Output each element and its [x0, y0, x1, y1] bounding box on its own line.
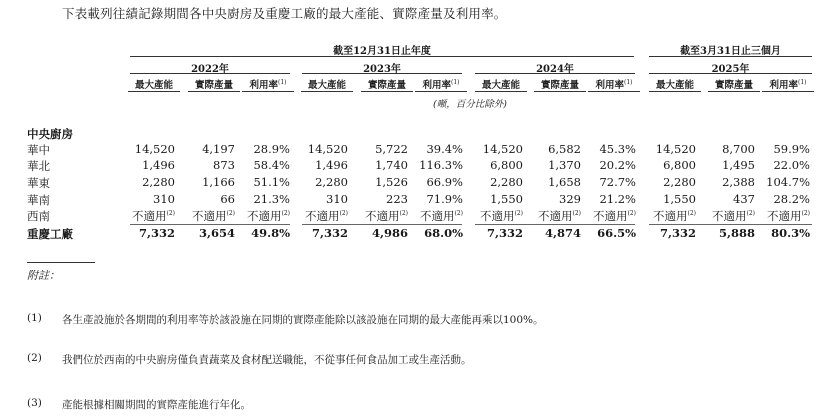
- col-header-actual-output: 實際產量: [714, 80, 753, 91]
- year-header: 2024年: [536, 64, 574, 75]
- table-cell: 72.7%: [599, 175, 636, 189]
- year-header: 2025年: [711, 64, 750, 75]
- section-title: 中央廚房: [27, 127, 73, 141]
- table-cell: 51.1%: [253, 175, 290, 189]
- footnote-ref: (2): [454, 210, 463, 218]
- table-cell: 28.2%: [773, 192, 810, 206]
- table-cell: 1,550: [663, 192, 696, 206]
- intro-text: 下表載列往績記錄期間各中央廚房及重慶工廠的最大產能、實際產量及利用率。: [62, 6, 507, 21]
- year-rule: [649, 73, 812, 74]
- table-cell: 20.2%: [599, 158, 636, 172]
- row-label: 華中: [27, 143, 50, 157]
- table-cell: 2,280: [490, 175, 523, 189]
- table-cell: 14,520: [307, 142, 348, 156]
- col-header-rule: [588, 91, 640, 92]
- table-cell: 58.4%: [253, 158, 290, 172]
- table-cell: 59.9%: [773, 142, 810, 156]
- footnote-ref: (2): [166, 210, 175, 218]
- footnote-divider: [27, 262, 95, 263]
- period-rule-quarter: [649, 56, 812, 57]
- table-cell: 1,496: [315, 158, 348, 172]
- table-cell: 223: [386, 192, 408, 206]
- table-cell: 66: [220, 192, 235, 206]
- col-header-rule: [475, 91, 527, 92]
- year-rule: [130, 73, 290, 74]
- table-cell: 不適用$^{(2)}$: [365, 209, 408, 223]
- footnote-ref: (2): [339, 210, 348, 218]
- table-cell: 不適用$^{(2)}$: [305, 209, 348, 223]
- table-cell: 39.4%: [426, 142, 463, 156]
- table-cell: 1,166: [202, 175, 235, 189]
- footnote-number: (2): [27, 352, 42, 364]
- col-header-max-capacity: 最大產能: [307, 80, 346, 91]
- table-cell: 68.0%: [424, 226, 463, 240]
- footnote-ref: (2): [572, 210, 581, 218]
- period-header-quarter: 截至3月31日止三個月: [680, 46, 781, 57]
- table-cell: 66.5%: [597, 226, 636, 240]
- col-header-utilization: 利用率$^{(1)}$: [422, 78, 460, 91]
- table-cell: 不適用$^{(2)}$: [192, 209, 235, 223]
- col-header-rule: [188, 91, 240, 92]
- period-rule-annual: [130, 56, 634, 57]
- footnote-ref: (2): [399, 210, 408, 218]
- table-cell: 116.3%: [419, 158, 463, 172]
- footnote-ref: (1): [451, 78, 460, 86]
- table-cell: 不適用$^{(2)}$: [767, 209, 810, 223]
- table-cell: 不適用$^{(2)}$: [712, 209, 755, 223]
- table-cell: 7,332: [311, 226, 348, 240]
- col-header-rule: [242, 91, 294, 92]
- table-cell: 329: [559, 192, 581, 206]
- table-cell: 2,280: [142, 175, 175, 189]
- table-cell: 21.2%: [599, 192, 636, 206]
- table-cell: 1,496: [142, 158, 175, 172]
- col-header-rule: [301, 91, 353, 92]
- year-header: 2022年: [191, 64, 229, 75]
- year-header: 2023年: [363, 64, 401, 75]
- table-cell: 不適用$^{(2)}$: [538, 209, 581, 223]
- table-cell: 1,495: [722, 158, 755, 172]
- table-cell: 21.3%: [253, 192, 290, 206]
- row-label: 華東: [27, 176, 50, 190]
- table-cell: 28.9%: [253, 142, 290, 156]
- table-cell: 14,520: [134, 142, 175, 156]
- footnote-text: 產能根據相關期間的實際產能進行年化。: [62, 399, 251, 411]
- table-cell: 80.3%: [771, 226, 810, 240]
- table-cell: 45.3%: [599, 142, 636, 156]
- total-rule: [302, 224, 462, 225]
- table-cell: 2,280: [663, 175, 696, 189]
- col-header-actual-output: 實際產量: [540, 80, 579, 91]
- footnote-ref: (2): [627, 210, 636, 218]
- table-cell: 8,700: [722, 142, 755, 156]
- table-cell: 6,800: [663, 158, 696, 172]
- footnote-ref: (2): [281, 210, 290, 218]
- footnote-text: 我們位於西南的中央廚房僅負責蔬菜及食材配送職能，不從事任何食品加工或生產活動。: [62, 354, 472, 366]
- table-cell: 6,800: [490, 158, 523, 172]
- table-cell: 437: [733, 192, 755, 206]
- table-cell: 71.9%: [426, 192, 463, 206]
- col-header-actual-output: 實際產量: [367, 80, 406, 91]
- table-cell: 4,874: [544, 226, 581, 240]
- row-label: 華北: [27, 159, 50, 173]
- col-header-rule: [708, 91, 760, 92]
- unit-note: (噸，百分比除外): [433, 99, 507, 110]
- table-cell: 66.9%: [426, 175, 463, 189]
- table-cell: 2,280: [315, 175, 348, 189]
- table-cell: 不適用$^{(2)}$: [132, 209, 175, 223]
- col-header-rule: [415, 91, 467, 92]
- footnote-ref: (2): [746, 210, 755, 218]
- year-rule: [475, 73, 635, 74]
- table-cell: 14,520: [655, 142, 696, 156]
- row-label: 西南: [27, 209, 50, 223]
- table-cell: 1,550: [490, 192, 523, 206]
- footnote-number: (1): [27, 312, 42, 324]
- table-cell: 49.8%: [251, 226, 290, 240]
- table-cell: 7,332: [659, 226, 696, 240]
- total-rule: [475, 224, 635, 225]
- table-cell: 310: [326, 192, 348, 206]
- table-cell: 7,332: [138, 226, 175, 240]
- year-rule: [302, 73, 462, 74]
- table-cell: 2,388: [722, 175, 755, 189]
- footnote-text: 各生產設施於各期間的利用率等於該設施在同期的實際產能除以該設施在同期的最大產能再乘以100%。: [62, 314, 544, 326]
- col-header-utilization: 利用率$^{(1)}$: [769, 78, 807, 91]
- table-cell: 104.7%: [766, 175, 810, 189]
- table-cell: 不適用$^{(2)}$: [653, 209, 696, 223]
- table-cell: 7,332: [486, 226, 523, 240]
- table-cell: 不適用$^{(2)}$: [593, 209, 636, 223]
- table-cell: 873: [213, 158, 235, 172]
- col-header-rule: [534, 91, 586, 92]
- row-label: 重慶工廠: [27, 227, 73, 241]
- table-cell: 4,986: [371, 226, 408, 240]
- col-header-actual-output: 實際產量: [194, 80, 233, 91]
- footnote-heading: 附註：: [27, 269, 60, 282]
- period-header-annual: 截至12月31日止年度: [333, 46, 431, 57]
- table-cell: 1,370: [548, 158, 581, 172]
- footnote-number: (3): [27, 397, 42, 409]
- table-cell: 不適用$^{(2)}$: [420, 209, 463, 223]
- table-cell: 5,722: [375, 142, 408, 156]
- col-header-rule: [649, 91, 701, 92]
- col-header-rule: [128, 91, 180, 92]
- col-header-utilization: 利用率$^{(1)}$: [249, 78, 287, 91]
- col-header-max-capacity: 最大產能: [481, 80, 520, 91]
- col-header-max-capacity: 最大產能: [655, 80, 694, 91]
- total-rule: [649, 224, 812, 225]
- table-cell: 310: [153, 192, 175, 206]
- table-cell: 1,526: [375, 175, 408, 189]
- table-cell: 6,582: [548, 142, 581, 156]
- col-header-max-capacity: 最大產能: [134, 80, 173, 91]
- col-header-rule: [361, 91, 413, 92]
- footnote-ref: (2): [514, 210, 523, 218]
- table-cell: 不適用$^{(2)}$: [247, 209, 290, 223]
- footnote-ref: (1): [798, 78, 807, 86]
- table-cell: 14,520: [482, 142, 523, 156]
- table-cell: 4,197: [202, 142, 235, 156]
- col-header-utilization: 利用率$^{(1)}$: [595, 78, 633, 91]
- table-cell: 1,740: [375, 158, 408, 172]
- footnote-ref: (2): [226, 210, 235, 218]
- footnote-ref: (2): [687, 210, 696, 218]
- row-label: 華南: [27, 193, 50, 207]
- total-rule: [130, 224, 290, 225]
- table-cell: 1,658: [548, 175, 581, 189]
- footnote-ref: (1): [278, 78, 287, 86]
- table-cell: 5,888: [718, 226, 755, 240]
- footnote-ref: (2): [801, 210, 810, 218]
- table-cell: 不適用$^{(2)}$: [480, 209, 523, 223]
- footnote-ref: (1): [624, 78, 633, 86]
- col-header-rule: [762, 91, 814, 92]
- table-cell: 3,654: [198, 226, 235, 240]
- table-cell: 22.0%: [773, 158, 810, 172]
